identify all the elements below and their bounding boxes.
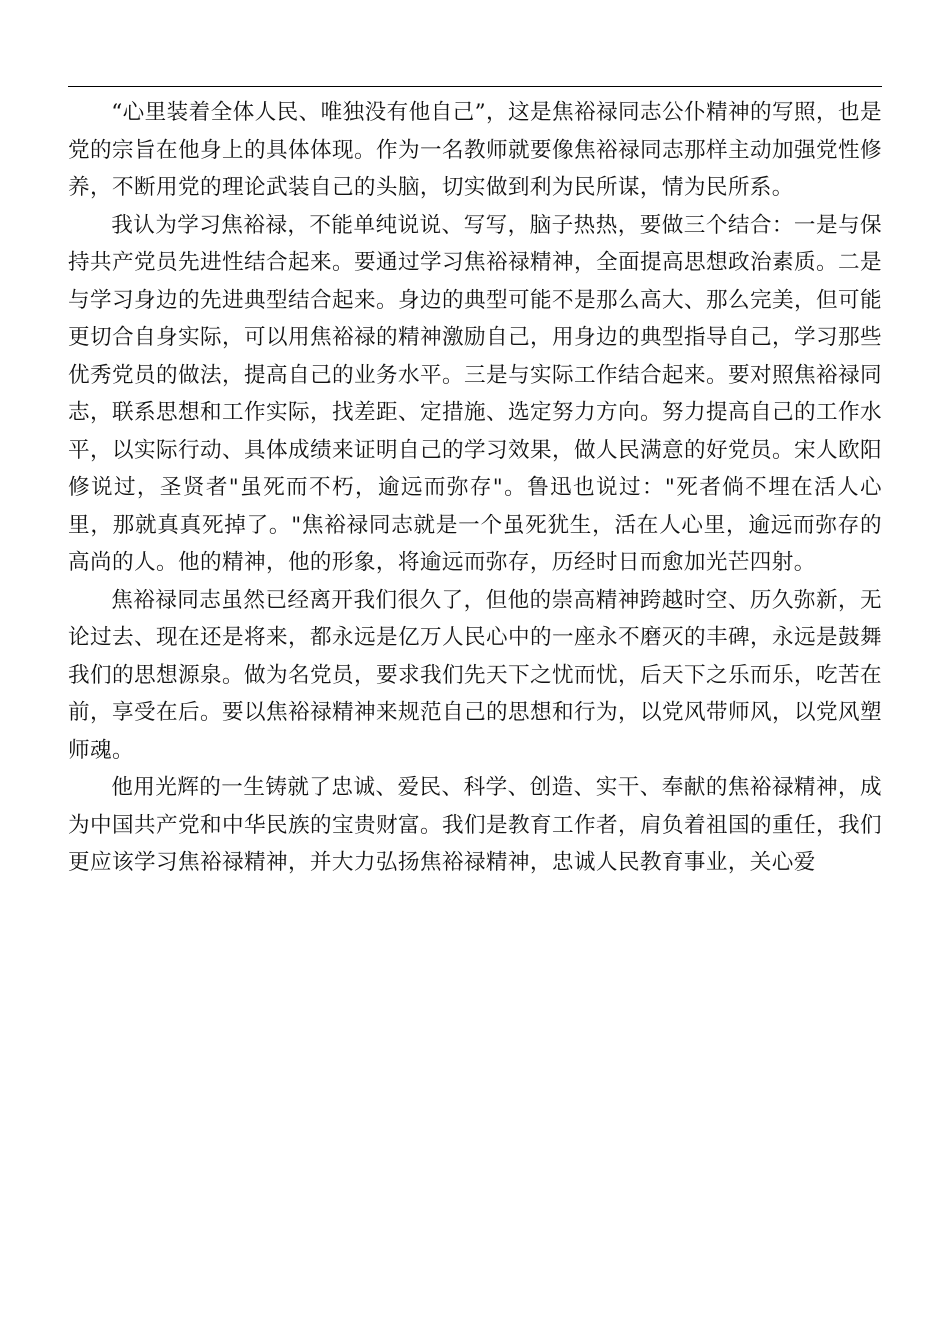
paragraph-2: 我认为学习焦裕禄，不能单纯说说、写写，脑子热热，要做三个结合：一是与保持共产党员先进性结合起来。要通过学习焦裕禄精神，全面提高思想政治素质。二是与学习身边的先进典型结合起来。身边的典型可能不是那么高大、那么完美，但可能更切合自身实际，可以用焦裕禄的精神激励自己，用身边的典型指导自己，学习那些优秀党员的做法，提高自己的业务水平。三是与实际工作结合起来。要对照焦裕禄同志，联系思想和工作实际，找差距、定措施、选定努力方向。努力提高自己的工作水平，以实际行动、具体成绩来证明自己的学习效果，做人民满意的好党员。宋人欧阳修说过，圣贤者"虽死而不朽，逾远而弥存"。鲁迅也说过："死者倘不埋在活人心里，那就真真死掉了。"焦裕禄同志就是一个虽死犹生，活在人心里，逾远而弥存的高尚的人。他的精神，他的形象，将逾远而弥存，历经时日而愈加光芒四射。 <box>68 212 882 575</box>
paragraph-1: “心里装着全体人民、唯独没有他自己”，这是焦裕禄同志公仆精神的写照，也是党的宗旨在他身上的具体体现。作为一名教师就要像焦裕禄同志那样主动加强党性修养，不断用党的理论武装自己的头脑，切实做到利为民所谋，情为民所系。 <box>68 100 882 200</box>
paragraph-4: 他用光辉的一生铸就了忠诚、爱民、科学、创造、实干、奉献的焦裕禄精神，成为中国共产党和中华民族的宝贵财富。我们是教育工作者，肩负着祖国的重任，我们更应该学习焦裕禄精神，并大力弘扬焦裕禄精神，忠诚人民教育事业，关心爱 <box>68 775 882 875</box>
document-body <box>68 94 882 882</box>
paragraph-3: 焦裕禄同志虽然已经离开我们很久了，但他的崇高精神跨越时空、历久弥新，无论过去、现在还是将来，都永远是亿万人民心中的一座永不磨灭的丰碑，永远是鼓舞我们的思想源泉。做为名党员，要求我们先天下之忧而忧，后天下之乐而乐，吃苦在前，享受在后。要以焦裕禄精神来规范自己的思想和行为，以党风带师风，以党风塑师魂。 <box>68 587 882 763</box>
header-rule <box>68 86 882 87</box>
